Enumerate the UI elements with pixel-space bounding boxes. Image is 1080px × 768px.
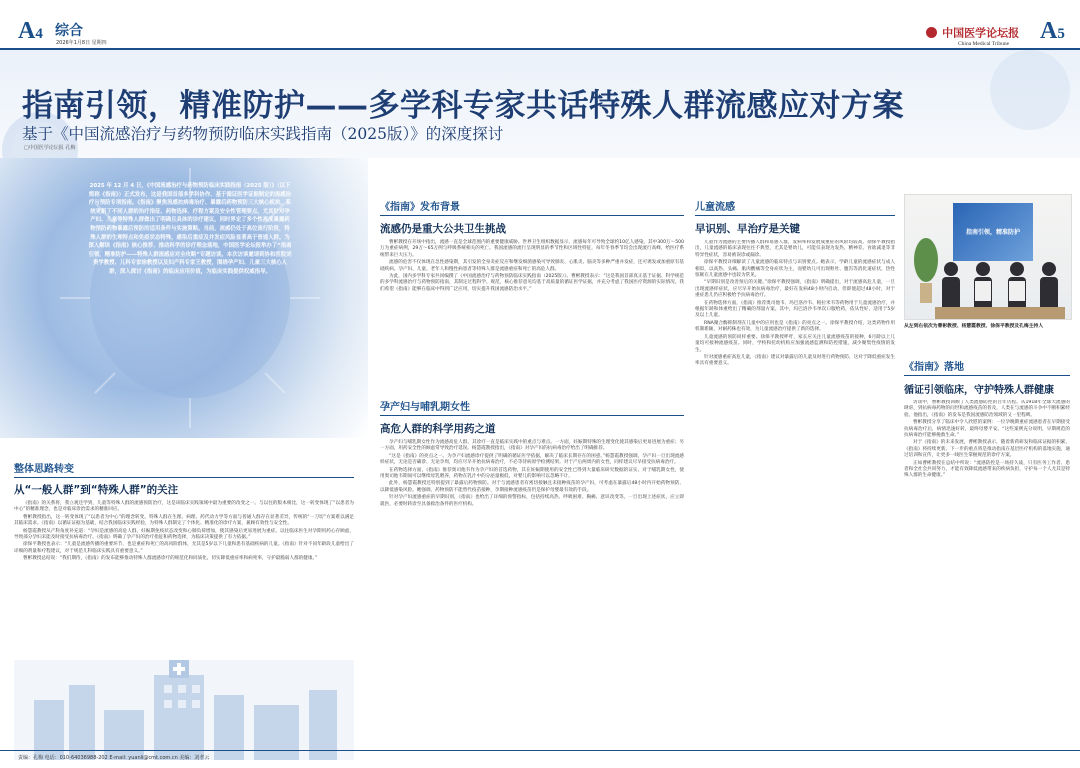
paragraph: 访谈中，曹彬教授回顾了人类流感防控的百年历程。从1918年全球大流感的肆虐，到抗病毒药物的问世和流感疫苗的普及，人类在与流感的斗争中不断积累经验。他指出，《指南》的发布是我国流感防治领域的又一里程碑。 [904, 400, 1070, 418]
section-rule [695, 215, 895, 216]
section-tag: 整体思路转变 [14, 464, 74, 475]
article-title: 从“一般人群”到“特殊人群”的关注 [14, 484, 179, 496]
article-title: 循证引领临床，守护特殊人群健康 [904, 385, 1054, 396]
paragraph: 《指南》的关系将，我立观还学到，儿童等特殊人群的流感预防治疗，这是该临床实践领域中最为重要的改变之一。与以往的版本相比，这一转变体现了“以患者为中心”的精准理念，也是对临床诊治需求的精准回应。 [14, 501, 354, 513]
issue-date: 2026年1月8日 星期四 [56, 40, 107, 46]
section-name: 综合 [55, 23, 83, 39]
paragraph: 徐保平教授详细解读了儿童流感的临床特点与识别要点。她表示，学龄儿童的流感症状与成人相似，以高热、头痛、肌肉酸痛等全身症状为主，而婴幼儿可出现呕吐、腹泻等消化道症状，热性惊厥在儿童流感中也较为常见。 [695, 260, 895, 279]
paragraph: 针对流感重症高危儿童，《指南》建议对暴露后的儿童及时进行药物预防，这对于降低重症发生率具有重要意义。 [695, 354, 895, 367]
paragraph: 儿童作为流感的主要传播人群和易感人群，发病率和发展成重症的风险均较高。徐保平教授指出，儿童流感的临床表现往往不典型，尤其是婴幼儿，可能仅表现为发热、精神差、食欲减退等非特异性症状，容易被误诊或漏诊。 [695, 240, 895, 258]
paragraph: “这是《指南》的亮点之一。为孕产妇流感诊疗提供了明确的循证医学依据，解决了临床长期存在的困惑。”杨慧霞教授强调，孕产妇一旦出现流感样症状，无论是否确诊、无论孕周，均应尽早开始抗病毒治疗，不必等待病原学检测结果。对于产后两周内的女性，同样建议尽早接受抗病毒治疗。 [380, 453, 684, 466]
hospital-skyline-illustration [14, 660, 354, 760]
paragraph: 在药物选择方面，《指南》推荐奥司他韦作为孕产妇的首选药物，其在妊娠期使用的安全性已得到大量临床研究数据的证实。对于哺乳期女性，使用奥司他韦期间可以继续母乳喂养，药物在乳汁中的分泌量极低，对婴儿的影响可以忽略不计。 [380, 467, 684, 480]
article-title: 早识别、早治疗是关键 [695, 223, 800, 235]
paragraph: 孕产妇与哺乳期女性作为流感高危人群，其诊疗一直是临床实践中的重点与难点。一方面，妊娠期特殊的生理变化使其感染后更易进展为重症；另一方面，用药安全性的顾虑常导致治疗延误。杨慧霞教授指出，《指南》对孕产妇的抗病毒治疗给出了明确推荐。 [380, 440, 684, 452]
logo-icon [926, 27, 937, 38]
col1-section [14, 460, 354, 564]
page-number-left: A4 [18, 18, 43, 44]
backdrop-screen [953, 203, 1033, 261]
col2b-section [380, 398, 684, 509]
paragraph: 曹彬教授总结说：“我们期待，《指南》的发布能够推动特殊人群流感诊疗的规范化和同质化，切实降低重症率和病死率，守护最脆弱人群的健康。” [23, 556, 318, 562]
logo-english: China Medical Tribune [958, 41, 1010, 47]
section-rule [904, 375, 1070, 376]
paragraph: 曹彬教授分享了临床中令人欣慰的案例：一位孕晚期重症流感患者在早期接受抗病毒治疗后，病情迅速好转，最终母婴平安。“这些案例充分说明，早期规范的抗病毒治疗能够挽救生命。” [904, 420, 1070, 439]
paragraph: 徐保平教授也表示：“儿童是流感传播的重要环节，也是重症和死亡的高风险群体，尤其是5岁以下儿童和患有基础疾病的儿童。《指南》针对不同年龄段儿童给出了详细的剂量和疗程建议，对于规范儿科临床实践具有重要意义。” [14, 542, 354, 554]
logo [926, 22, 1019, 47]
article-body [380, 240, 684, 293]
paragraph: 对于《指南》的未来发展，曹彬教授表示，随着新药研发和临床证据的积累，《指南》将持续更新。下一步的重点将是推动指南在基层医疗机构的落地实施，通过培训和宣传，让更多一线医生掌握规范的诊疗方案。 [904, 440, 1070, 459]
article-body [380, 440, 684, 508]
page-number-right: A5 [1040, 18, 1065, 44]
paragraph: 在药物选择方面，《指南》推荐奥司他韦、玛巴洛沙韦、帕拉米韦等药物用于儿童流感治疗，并根据年龄和体重给出了精确的剂量方案。其中，玛巴洛沙韦单次口服给药，依从性好，适用于5岁及以上儿童。 [695, 300, 895, 319]
masthead [0, 0, 1080, 50]
article-title: 流感仍是重大公共卫生挑战 [380, 223, 506, 235]
section-tag: 《指南》发布背景 [380, 202, 460, 213]
col2-section [380, 198, 684, 294]
paragraph: 杨慧霞教授从产科角度补充道：“孕妇是流感的高危人群，妊娠期免疫状态改变和心肺负荷增加，使其感染后更易进展为重症。以往临床医生对孕期用药心存顾虑，导致部分孕妇未能及时接受抗病毒治疗。《指南》明确了孕产妇的治疗指征和药物选择，为临床决策提供了有力依据。” [14, 528, 354, 541]
logo-text: 中国医学论坛报 [942, 27, 1020, 40]
intro-text: 2025 年 12 月 4 日，《中国流感治疗与药物预防临床实践指南（2025 版）》（以下简称《指南》）正式发布，这是我国首部多学科协作、基于循证医学证据制定的流感治疗与预防专项指南。《指南》聚焦流感抗病毒治疗、暴露后药物预防三大核心板块，系统更新了不同人群的治疗指征、药物选择、疗程方案及安全性管理要点，尤其针对孕产妇、儿童等特殊人群做出了明确且具体的诊疗建议，同时界定了多个性高度暴露药物预防药物暴露后预防的适用条件与实施策略。当前，流感仍处于高位流行阶段，特殊人群的生理特点和免疫状态特殊，感染后重症及并发症风险显著高于普通人群。为深入解读《指南》核心推荐、推动科学的诊疗理念落地，中国医学论坛报举办了“指南引领，精准防护——特殊人群流感应对全攻略”专题访谈。本次访谈邀请到协和医院刘贵学教授、儿科专家徐教授以及妇产科专家王教授，围绕孕产妇、儿童三大核心人群，深入探讨《指南》的临床应用价值，为临床实践提供权威指导。 [88, 183, 292, 275]
section-tag: 《指南》落地 [904, 362, 964, 373]
byline: □中国医学论坛报 孔梅 [24, 145, 76, 151]
article-body [14, 501, 354, 563]
people-icon [935, 255, 1065, 319]
section-rule [14, 477, 354, 478]
headline-subtitle: 基于《中国流感治疗与药物预防临床实践指南（2025版）》的深度探讨 [22, 125, 504, 143]
paragraph: 为此，国内多学科专家共同编撰了《中国流感治疗与药物预防临床实践指南（2025版）》。曹彬教授表示：“这是我国首部真正基于证据、科学规范的多学科流感治疗与药物预防指南，其制定过程科学、规范，核心推荐意见均基于高质量的循证医学证据，并充分考虑了我国医疗资源的实际情况。我们希望《指南》能够在临床中得到广泛应用，切实提升我国流感防治水平。” [380, 274, 684, 292]
col3-section [695, 198, 895, 745]
footer-rule [0, 750, 1080, 751]
paragraph: 曹彬教授在开场中指出，流感一直是全球范围内的重要健康威胁。世界卫生组织数据显示，流感每年可导致全球约10亿人感染，其中300万～500万为重症病例，29万～65万例与呼吸系统相关的死亡。我国流感的流行呈现明显的季节性和区域性特征，每年冬春季节均会出现流行高峰，给医疗系统带来巨大压力。 [380, 240, 684, 258]
headline-title: 指南引领，精准防护——多学科专家共话特殊人群流感应对方案 [22, 88, 904, 124]
paragraph: RNA聚合酶抑制剂在儿童中的应用也是《指南》的亮点之一。徐保平教授介绍，这类药物作用机制新颖，对耐药株也有效，为儿童流感治疗提供了新的选择。 [695, 320, 895, 333]
section-tag: 孕产妇与哺乳期女性 [380, 402, 470, 413]
section-rule [380, 215, 684, 216]
paragraph: 正如曹彬教授在总结中所说：“流感防控是一场持久战，只有医务工作者、患者和全社会共同努力，才能有效降低流感带来的疾病负担，守护每一个人尤其是特殊人群的生命健康。” [904, 460, 1070, 479]
paragraph: 曹彬教授指出，这一转变体现了“以患者为中心”的理念转变。特殊人群在生理、病理、药代动力学等方面与普通人群存在显著差异，传统的“一刀切”方案难以满足其临床需求。《指南》以循证证据为基础，结合我国临床实践经验，为特殊人群制定了个体化、精准化的诊疗方案，兼顾有效性与安全性。 [14, 514, 354, 527]
paragraph: 儿童流感的预防同样重要。徐保平教授呼吁，家长应关注儿童流感疫苗的接种，6月龄以上儿童均可接种流感疫苗。同时，学校和托幼机构应加强流感监测和防控措施，减少聚集性疫情的发生。 [695, 334, 895, 353]
article-title: 高危人群的科学用药之道 [380, 423, 496, 435]
article-body [695, 240, 895, 745]
footer-credits: 责编：孔梅 电话：010-64036988-202 E-mail: yuanli@cmt.com.cn 美编：刘孝云 [18, 755, 210, 761]
photo-caption: 从左到右依次为曹彬教授、杨慧霞教授、徐保平教授及孔梅主持人 [904, 324, 1044, 329]
virus-decoration-icon [960, 50, 1080, 150]
paragraph: “早期识别是改善预后的关键。”徐保平教授强调，《指南》明确提出，对于流感高危儿童，一旦出现流感样症状，应尽早开始抗病毒治疗，最好在发病48小时内启动，但即使超过48小时，对于重症患儿仍应积极给予抗病毒治疗。 [695, 280, 895, 299]
paragraph: 针对孕产妇流感重症的早期识别，《指南》也给出了详细的预警指标，包括持续高热、呼吸困难、胸痛、意识改变等。一旦出现上述症状，应立即就医，必要时转诊至具备救治条件的医疗机构。 [380, 495, 684, 507]
interview-photo [904, 194, 1072, 320]
article-body [904, 400, 1070, 740]
col4-section [904, 358, 1070, 740]
screen-title: 指南引领，精准防护 [965, 229, 1020, 236]
section-tag: 儿童流感 [695, 202, 735, 213]
paragraph: 流感的危害不仅体现在急性感染期，其引发的全身炎症反应和继发细菌感染可导致肺炎、心肌炎、脑炎等多种严重并发症，还可诱发或加重原有基础疾病。孕产妇、儿童、老年人和慢性病患者等特殊人群是流感重症和死亡的高危人群。 [380, 260, 684, 272]
section-rule [380, 415, 684, 416]
paragraph: 此外，杨慧霞教授还特别提到了暴露后药物预防。对于与流感患者有密切接触且未接种疫苗的孕产妇，可考虑在暴露后48小时内开始药物预防，以降低感染风险。她强调，药物预防不能替代疫苗接种，孕期接种流感疫苗仍是保护母婴最有效的手段。 [380, 481, 684, 493]
